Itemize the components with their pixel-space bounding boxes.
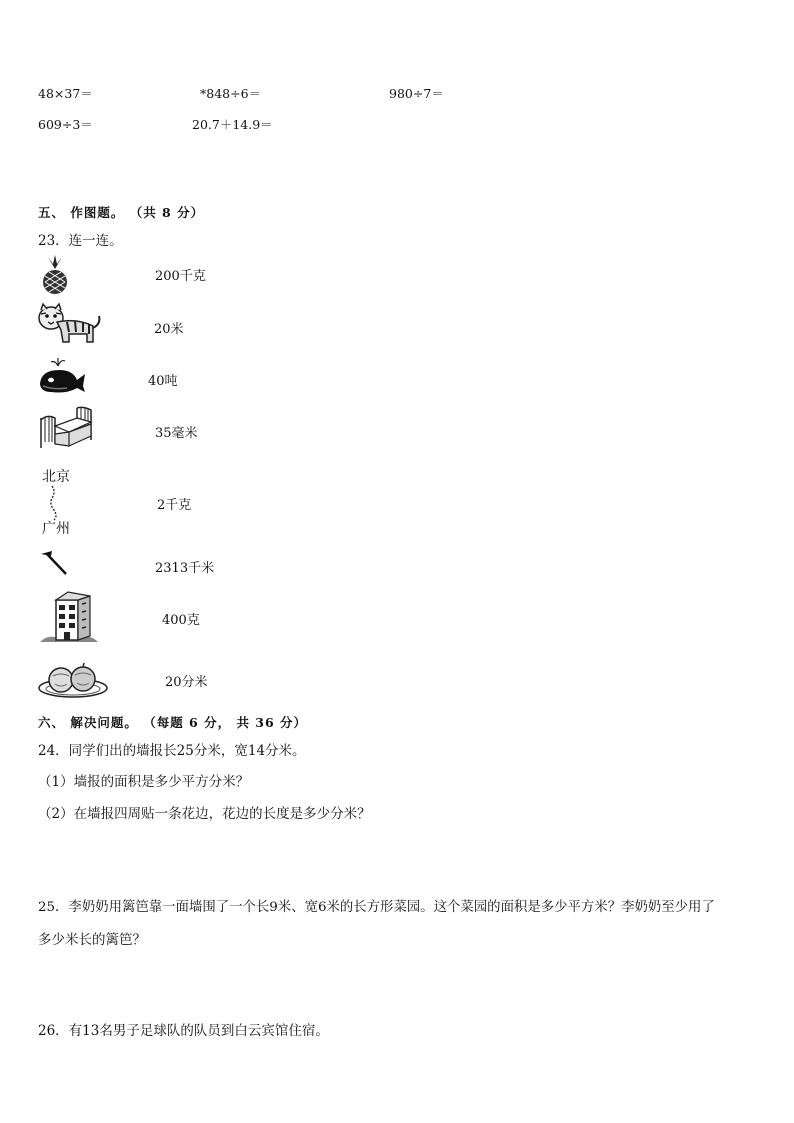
section-5-heading: 五、 作图题。 （共 8 分） — [38, 205, 205, 220]
fruit-plate-icon — [37, 658, 109, 700]
question-24-stem: 24．同学们出的墙报长25分米，宽14分米。 — [38, 743, 306, 759]
beijing-guangzhou-map-icon — [40, 462, 82, 540]
option-20dm: 20分米 — [165, 675, 208, 690]
option-2313km: 2313千米 — [155, 561, 215, 576]
question-26-stem: 26．有13名男子足球队的队员到白云宾馆住宿。 — [38, 1023, 329, 1039]
section-6-heading: 六、 解决问题。 （每题 6 分， 共 36 分） — [38, 715, 308, 730]
nail-icon — [40, 550, 70, 578]
calc-848div6: *848÷6＝ — [200, 86, 262, 101]
option-400g: 400克 — [162, 613, 200, 628]
option-20m: 20米 — [154, 322, 184, 337]
question-24-part2: （2）在墙报四周贴一条花边，花边的长度是多少分米？ — [38, 806, 371, 822]
tiger-icon — [37, 302, 103, 348]
building-icon — [38, 590, 100, 644]
question-24-part1: （1）墙报的面积是多少平方分米？ — [38, 774, 250, 790]
calc-48x37: 48×37＝ — [38, 86, 93, 101]
bed-icon — [37, 404, 95, 450]
map-label-beijing: 北京 — [42, 469, 70, 485]
option-200kg: 200千克 — [155, 269, 206, 284]
calc-20.7plus14.9: 20.7＋14.9＝ — [192, 117, 273, 132]
pineapple-icon — [38, 255, 72, 295]
calc-609div3: 609÷3＝ — [38, 117, 93, 132]
whale-icon — [37, 356, 87, 396]
option-2kg: 2千克 — [157, 498, 192, 513]
map-label-guangzhou: 广州 — [42, 521, 70, 537]
option-40t: 40吨 — [148, 374, 178, 389]
question-25-line2: 多少米长的篱笆？ — [38, 932, 146, 948]
question-23: 23．连一连。 — [38, 233, 123, 249]
option-35mm: 35毫米 — [155, 426, 198, 441]
question-25-line1: 25．李奶奶用篱笆靠一面墙围了一个长9米、宽6米的长方形菜园。这个菜园的面积是多少平方米？李奶奶至少用了 — [38, 900, 715, 915]
calc-980div7: 980÷7＝ — [389, 86, 444, 101]
